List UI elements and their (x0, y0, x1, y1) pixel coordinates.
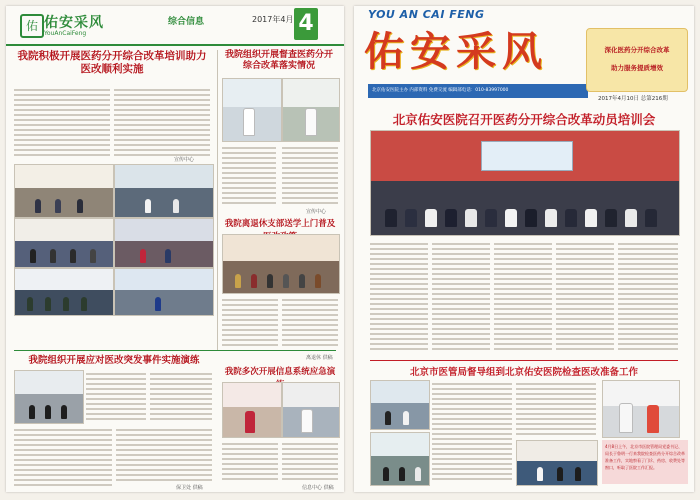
article-body (150, 370, 212, 422)
article-body (282, 144, 338, 206)
drill-photo (14, 370, 84, 424)
training-photo (114, 268, 214, 316)
article-byline: 离退休 供稿 (306, 355, 333, 361)
article-body (282, 296, 338, 350)
inspection-photo (282, 78, 340, 142)
slogan-line-2: 助力服务提质增效 (611, 64, 663, 72)
article-body (116, 426, 212, 486)
training-photo (114, 164, 214, 218)
slogan-line-1: 深化医药分开综合改革 (604, 46, 670, 54)
second-headline: 北京市医管局督导组到北京佑安医院检查医改准备工作 (409, 367, 638, 378)
article-body (556, 240, 614, 356)
article-body (516, 380, 596, 436)
meeting-photo (370, 130, 680, 236)
article-body (222, 144, 276, 206)
left-masthead-sub: YouAnCaiFeng (44, 30, 87, 37)
inspection-photo (516, 440, 598, 486)
section-divider (14, 350, 336, 351)
training-photo (14, 218, 114, 268)
article-body (494, 240, 552, 356)
article-body (432, 240, 490, 356)
left-masthead: 佑安采风 (44, 15, 104, 31)
left-page (6, 6, 344, 492)
info-strip: 北京佑安医院主办 内部资料 免费交流 编辑部电话：010-83997000 (368, 84, 588, 98)
article-body (14, 426, 112, 486)
article-byline: 保卫处 供稿 (176, 485, 203, 491)
brand-english: YOU AN CAI FENG (368, 8, 485, 21)
projection-screen (481, 141, 573, 171)
inspection-photo (370, 432, 430, 486)
right-page (354, 6, 694, 492)
training-photo (14, 164, 114, 218)
front-masthead (364, 24, 580, 82)
main-headline: 北京佑安医院召开医药分开综合改革动员培训会 (392, 112, 656, 127)
article-headline: 我院组织开展应对医改突发事件实施演练 (28, 355, 200, 366)
page-number: 4 (294, 8, 318, 40)
inspection-photo (602, 380, 680, 438)
article-headline: 我院组织开展督查医药分开综合改革落实情况 (224, 50, 333, 71)
article-byline: 信息中心 供稿 (302, 485, 334, 491)
left-page-header (6, 6, 344, 46)
article-body (14, 86, 110, 158)
article-body (370, 240, 428, 356)
section-name: 综合信息 (168, 17, 205, 27)
article-body (618, 240, 678, 356)
article-body (222, 440, 278, 486)
outreach-photo (222, 234, 340, 294)
article-headline: 我院积极开展医药分开综合改革培训助力医改顺利实施 (17, 50, 207, 75)
caption-note: 4月8日上午，北京市医院管理局党委书记、局长于鲁明一行来我院检查医药分开综合改革准备工作，实地察看了门诊、药房、收费处等窗口，听取了医院工作汇报。 (602, 440, 688, 484)
article-body (432, 380, 512, 484)
training-photo (14, 268, 114, 316)
article-byline: 宣传中心 (306, 209, 327, 215)
article-body (222, 296, 278, 350)
slogan-box (586, 28, 688, 92)
article-headline: 我院离退休支部送学上门普及 (224, 219, 336, 229)
article-headline: 我院多次开展信息系统应急演 (224, 367, 336, 377)
it-drill-photo (222, 382, 282, 438)
column-divider (217, 50, 218, 350)
article-body (282, 440, 338, 486)
issue-info: 2017年4月10日 总第216期 (598, 96, 668, 102)
training-photo (114, 218, 214, 268)
it-drill-photo (282, 382, 340, 438)
article-body (86, 370, 146, 422)
inspection-photo (370, 380, 430, 430)
masthead-title: 佑安采风 (364, 28, 548, 75)
article-byline: 宣传中心 (174, 157, 195, 163)
hospital-seal-icon: 佑 (20, 14, 44, 38)
issue-date: 2017年4月 (252, 15, 294, 24)
section-divider (370, 360, 678, 361)
inspection-photo (222, 78, 282, 142)
article-body (114, 86, 210, 158)
